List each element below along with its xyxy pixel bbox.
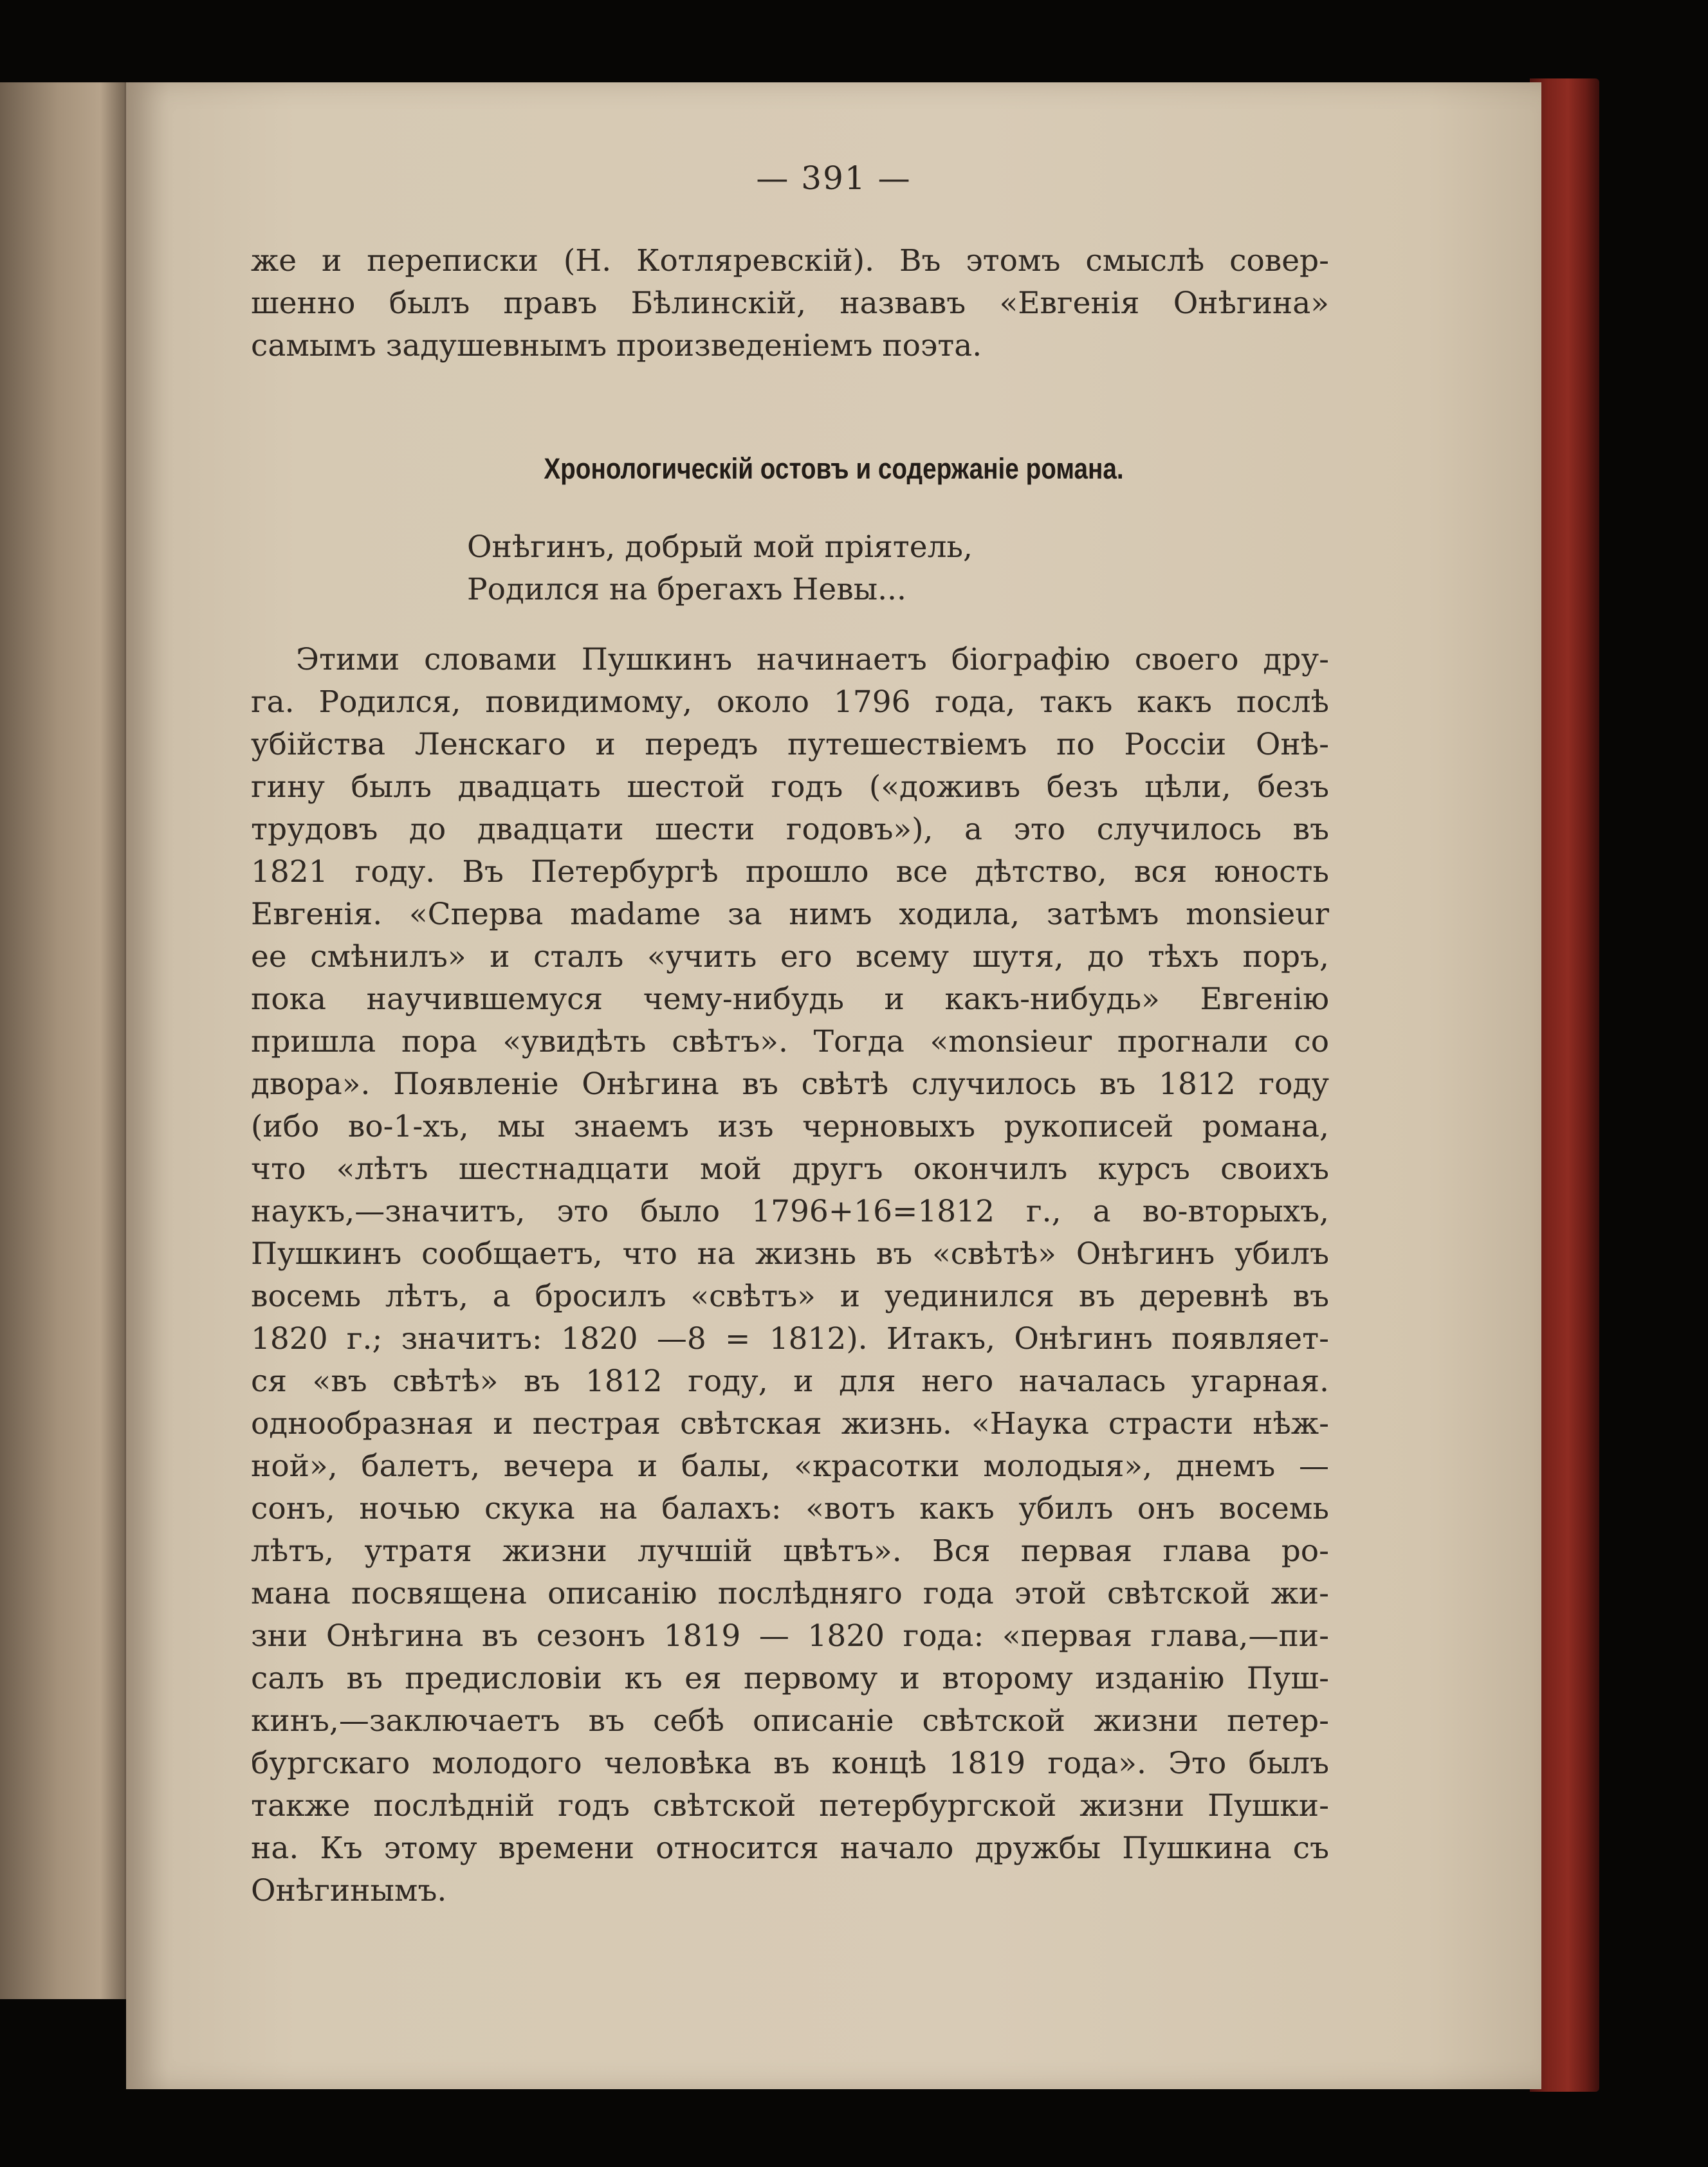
facing-page-edge [0,82,129,1999]
text-line: (ибо во-1-хъ, мы знаемъ изъ черновыхъ рукописей романа, [251,1109,1329,1144]
text-line: ее смѣнилъ» и сталъ «учить его всему шутя, до тѣхъ поръ, [251,939,1329,974]
text-line: га. Родился, повидимому, около 1796 года, такъ какъ послѣ [251,684,1329,720]
text-line: восемь лѣтъ, а бросилъ «свѣтъ» и уединился въ деревнѣ въ [251,1279,1329,1314]
text-line: пришла пора «увидѣть свѣтъ». Тогда «monsieur прогнали со [251,1024,1329,1059]
text-line: Евгенія. «Сперва madame за нимъ ходила, затѣмъ monsieur [251,897,1329,932]
text-line: Пушкинъ сообщаетъ, что на жизнь въ «свѣтѣ» Онѣгинъ убилъ [251,1236,1329,1272]
text-line: 1820 г.; значитъ: 1820 —8 = 1812). Итакъ, Онѣгинъ появляет- [251,1321,1329,1357]
verse-line: Родился на брегахъ Невы... [467,572,906,607]
text-line: зни Онѣгина въ сезонъ 1819 — 1820 года: «первая глава,—пи- [251,1618,1329,1654]
text-line: Этими словами Пушкинъ начинаетъ біографію своего дру- [296,642,1329,677]
text-line: ной», балетъ, вечера и балы, «красотки молодыя», днемъ — [251,1449,1329,1484]
text-line: самымъ задушевнымъ произведеніемъ поэта. [251,328,982,363]
text-line: же и переписки (Н. Котляревскій). Въ этомъ смыслѣ совер- [251,243,1329,279]
text-line: бургскаго молодого человѣка въ концѣ 1819 года». Это былъ [251,1746,1329,1781]
text-line: также послѣдній годъ свѣтской петербургской жизни Пушки- [251,1788,1329,1824]
text-line: наукъ,—значитъ, это было 1796+16=1812 г., а во-вторыхъ, [251,1194,1329,1229]
text-line: гину былъ двадцать шестой годъ («доживъ безъ цѣли, безъ [251,769,1329,805]
page-number: — 391 — [756,160,912,197]
text-line: ся «въ свѣтѣ» въ 1812 году, и для него началась угарная. [251,1364,1329,1399]
text-line: лѣтъ, утратя жизни лучшій цвѣтъ». Вся первая глава ро- [251,1533,1329,1569]
text-line: на. Къ этому времени относится начало дружбы Пушкина съ [251,1831,1329,1866]
text-line: Онѣгинымъ. [251,1873,447,1908]
text-line: кинъ,—заключаетъ въ себѣ описаніе свѣтской жизни петер- [251,1703,1329,1739]
text-line: однообразная и пестрая свѣтская жизнь. «Наука страсти нѣж- [251,1406,1329,1441]
text-line: 1821 году. Въ Петербургѣ прошло все дѣтство, вся юность [251,854,1329,890]
text-line: пока научившемуся чему-нибудь и какъ-нибудь» Евгенію [251,982,1329,1017]
text-line: трудовъ до двадцати шести годовъ»), а это случилось въ [251,812,1329,847]
text-line: сонъ, ночью скука на балахъ: «вотъ какъ убилъ онъ восемь [251,1491,1329,1526]
text-line: мана посвящена описанію послѣдняго года этой свѣтской жи- [251,1576,1329,1611]
section-heading: Хронологическій остовъ и содержаніе романа. [544,452,1124,485]
text-line: двора». Появленіе Онѣгина въ свѣтѣ случилось въ 1812 году [251,1066,1329,1102]
verse-line: Онѣгинъ, добрый мой пріятель, [467,529,973,565]
text-line: салъ въ предисловіи къ ея первому и второму изданію Пуш- [251,1661,1329,1696]
book-page [126,82,1541,2089]
text-line: что «лѣтъ шестнадцати мой другъ окончилъ курсъ своихъ [251,1151,1329,1187]
text-line: шенно былъ правъ Бѣлинскій, назвавъ «Евгенія Онѣгина» [251,286,1329,321]
text-line: убійства Ленскаго и передъ путешествіемъ по Россіи Онѣ- [251,727,1329,762]
